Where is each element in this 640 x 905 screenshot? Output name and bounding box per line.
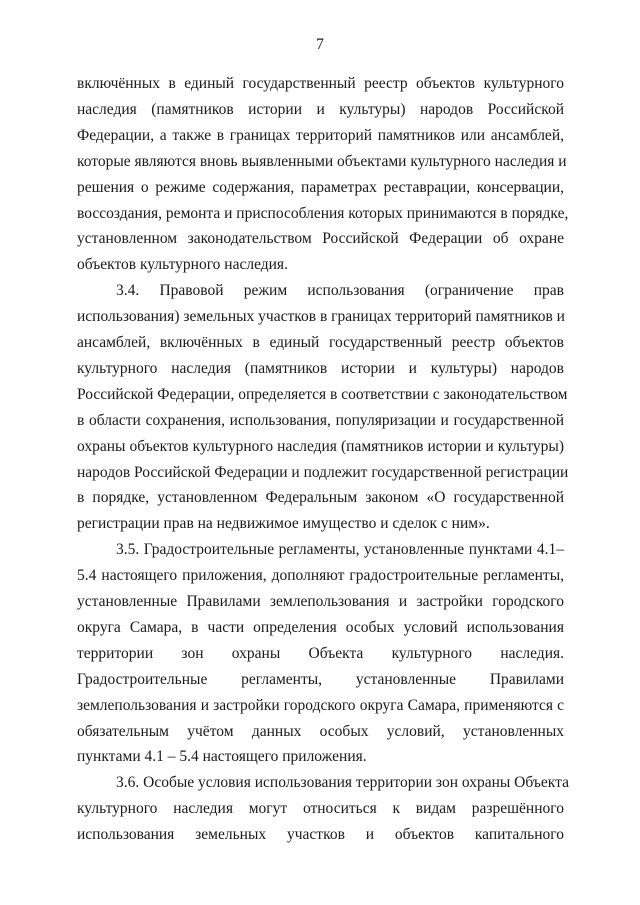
text-line: народов Российской Федерации и подлежит государственной регистрации — [77, 463, 569, 481]
text-line: которые являются вновь выявленными объектами культурного наследия и — [77, 152, 567, 170]
text-line: пунктами 4.1 – 5.4 настоящего приложения. — [77, 748, 367, 766]
text-line: землепользования и застройки городского округа Самара, применяются с — [77, 696, 564, 714]
text-line: Федерации, а также в границах территорий памятников или ансамблей, — [77, 126, 564, 144]
text-line: использования) земельных участков в границах территорий памятников и — [77, 308, 565, 326]
text-line: ансамблей, включённых в единый государственный реестр объектов — [77, 334, 564, 351]
text-line: 3.5. Градостроительные регламенты, установленные пунктами 4.1– — [116, 541, 564, 559]
text-line: регистрации прав на недвижимое имущество и сделок с ним». — [77, 515, 490, 533]
text-line: в области сохранения, использования, популяризации и государственной — [77, 411, 564, 429]
text-line: 3.6. Особые условия использования территории зон охраны Объекта — [116, 774, 569, 792]
page-number: 7 — [316, 36, 324, 53]
text-line: объектов культурного наследия. — [77, 256, 288, 274]
text-line: охраны объектов культурного наследия (памятников истории и культуры) — [77, 437, 564, 455]
text-line: округа Самара, в части определения особых условий использования — [77, 618, 564, 636]
text-line: культурного наследия (памятников истории и культуры) народов — [77, 359, 564, 377]
text-line: наследия (памятников истории и культуры) народов Российской — [77, 100, 564, 118]
text-line: использования земельных участков и объектов капитального — [77, 826, 564, 844]
text-line: воссоздания, ремонта и приспособления которых принимаются в порядке, — [77, 204, 569, 222]
text-line: 3.4. Правовой режим использования (ограничение прав — [116, 282, 564, 300]
text-line: в порядке, установленном Федеральным законом «О государственной — [77, 489, 564, 507]
text-line: решения о режиме содержания, параметрах реставрации, консервации, — [77, 178, 564, 196]
text-line: установленном законодательством Российской Федерации об охране — [77, 230, 564, 248]
text-line: 5.4 настоящего приложения, дополняют градостроительные регламенты, — [77, 567, 564, 585]
text-line: обязательным учётом данных особых условий, установленных — [77, 722, 564, 740]
text-line: Российской Федерации, определяется в соответствии с законодательством — [77, 385, 568, 403]
text-line: культурного наследия могут относиться к видам разрешённого — [77, 800, 564, 818]
text-line: включённых в единый государственный реестр объектов культурного — [77, 75, 564, 92]
text-line: Градостроительные регламенты, установленные Правилами — [77, 670, 564, 688]
text-line: установленные Правилами землепользования и застройки городского — [77, 593, 564, 610]
text-line: территории зон охраны Объекта культурного наследия. — [77, 644, 564, 662]
